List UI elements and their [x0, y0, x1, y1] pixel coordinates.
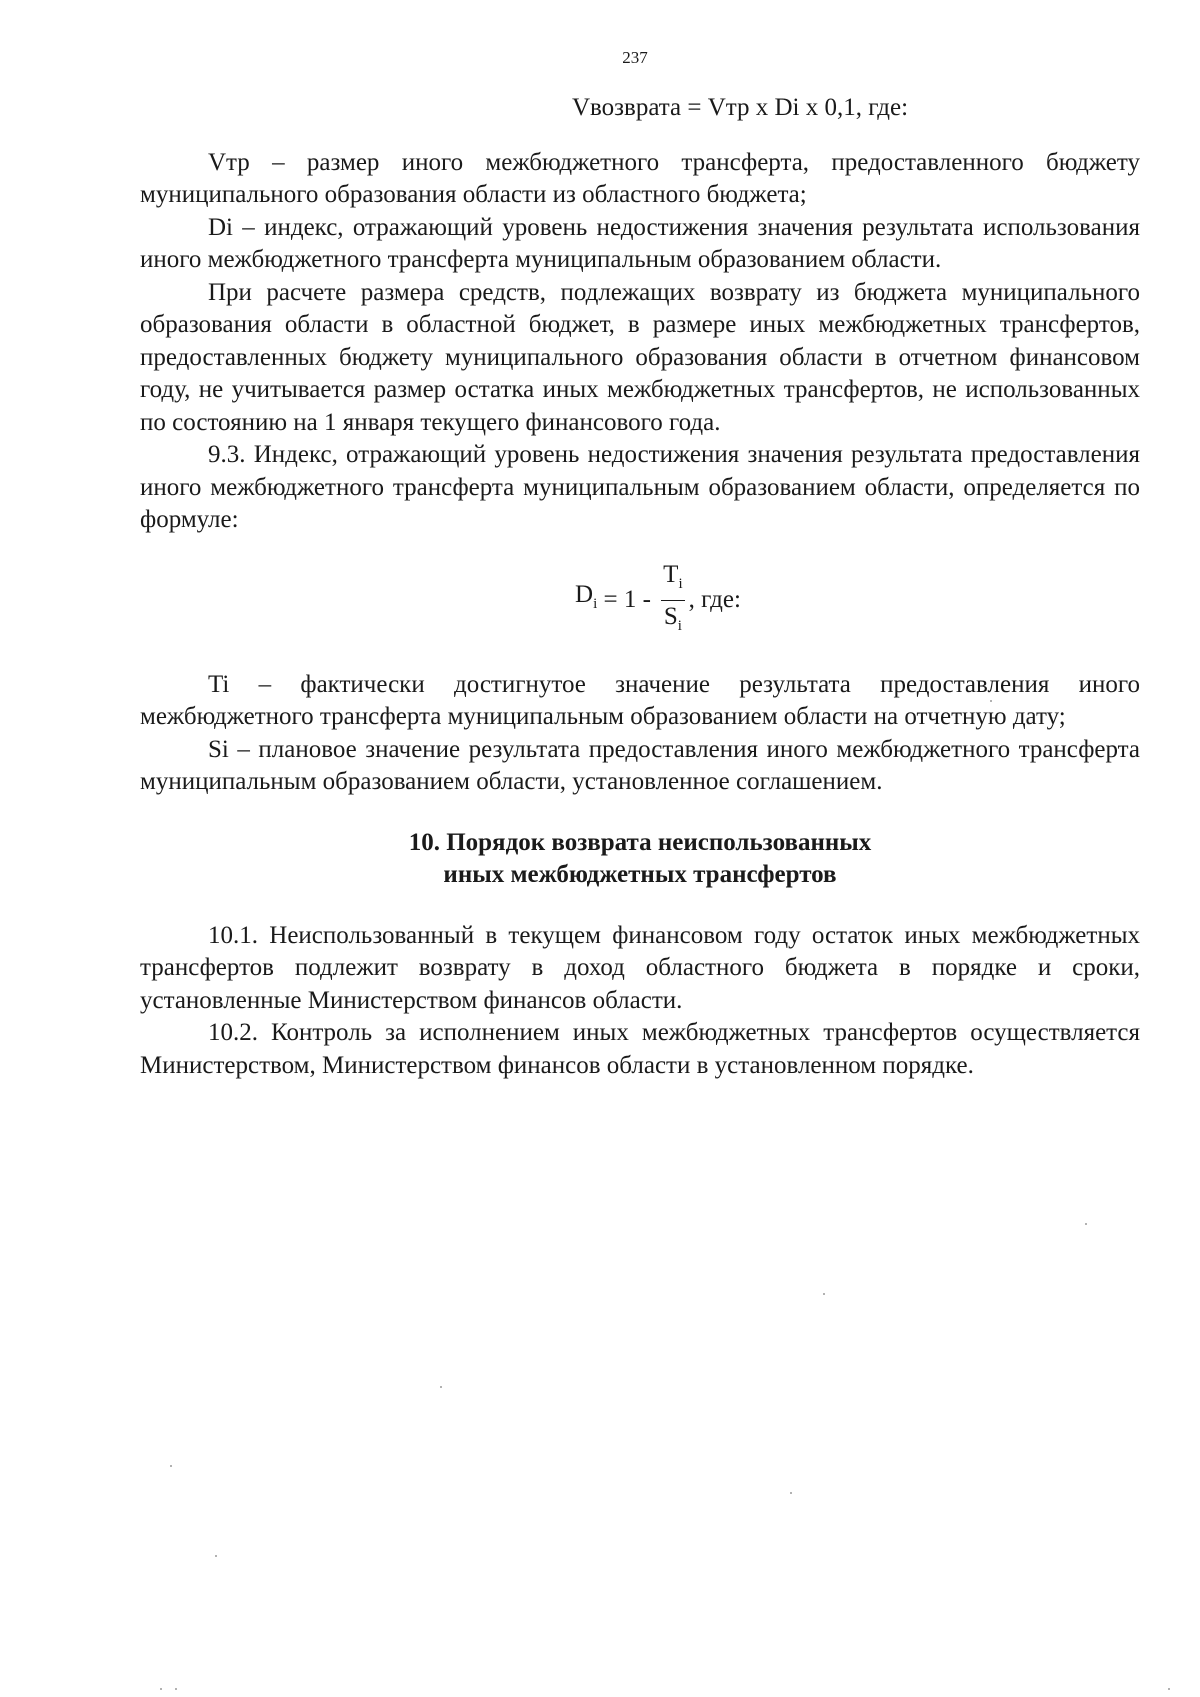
formula-index [140, 547, 1140, 647]
document-body [140, 92, 1140, 1082]
definition-si: Si – плановое значение результата предоставления иного межбюджетного трансферта муниципальным образованием области, установленное соглашением. [140, 735, 1140, 795]
scan-speck [440, 1386, 442, 1388]
scan-speck [160, 1688, 162, 1690]
definition-ti: Ti – фактически достигнутое значение результата предоставления иного межбюджетного трансферта муниципальным образованием области на отчетную дату; [140, 670, 1140, 730]
paragraph-9-3: 9.3. Индекс, отражающий уровень недостижения значения результата предоставления иного межбюджетного трансферта муниципальным образованием области, определяется по формуле: [140, 441, 1140, 533]
definition-di: Di – индекс, отражающий уровень недостижения значения результата использования иного межбюджетного трансферта муниципальным образованием области. [140, 213, 1140, 273]
formula-lhs: $D_i$ [575, 581, 598, 613]
scan-speck [215, 1555, 217, 1557]
paragraph-10-1: 10.1. Неиспользованный в текущем финансовом году остаток иных межбюджетных трансфертов подлежит возврату в доход областного бюджета в порядке и сроки, установленные Министерством финансов области. [140, 921, 1140, 1014]
scan-speck [175, 1688, 177, 1690]
scan-speck [170, 1465, 172, 1467]
section-10-title-line2: иных межбюджетных трансфертов [443, 861, 837, 888]
formula-fraction [661, 559, 684, 642]
definition-vtr: Vтр – размер иного межбюджетного трансферта, предоставленного бюджету муниципального образования области из областного бюджета; [140, 148, 1140, 208]
formula-return-amount: Vвозврата = Vтр x Di x 0,1, где: [571, 94, 909, 121]
scan-speck [1085, 1223, 1087, 1225]
formula-denominator: $S_i$ [663, 602, 682, 634]
paragraph-10-2: 10.2. Контроль за исполнением иных межбюджетных трансфертов осуществляется Министерством, Министерством финансов области в установленном порядке. [140, 1019, 1140, 1079]
scan-speck [823, 1293, 825, 1295]
formula-equals-one-minus: = 1 - [597, 585, 658, 613]
section-10-title-line1: 10. Порядок возврата неиспользованных [408, 828, 872, 856]
scan-speck [790, 1492, 792, 1494]
scan-speck [990, 700, 992, 702]
page-number: 237 [622, 48, 648, 67]
formula-numerator: $T_i$ [661, 559, 684, 601]
formula-index-expression [575, 559, 741, 642]
paragraph-calculation-note: При расчете размера средств, подлежащих возврату из бюджета муниципального образования области в областной бюджет, в размере иных межбюджетных трансфертов, предоставленных бюджету муниципального образования области в отчетном финансовом году, не учитывается размер остатка иных межбюджетных трансфертов, не использованных по состоянию на 1 января текущего финансового года. [140, 278, 1140, 436]
section-10-title [140, 827, 1140, 892]
formula-tail: , где: [688, 585, 741, 613]
scan-speck [1168, 1688, 1170, 1690]
